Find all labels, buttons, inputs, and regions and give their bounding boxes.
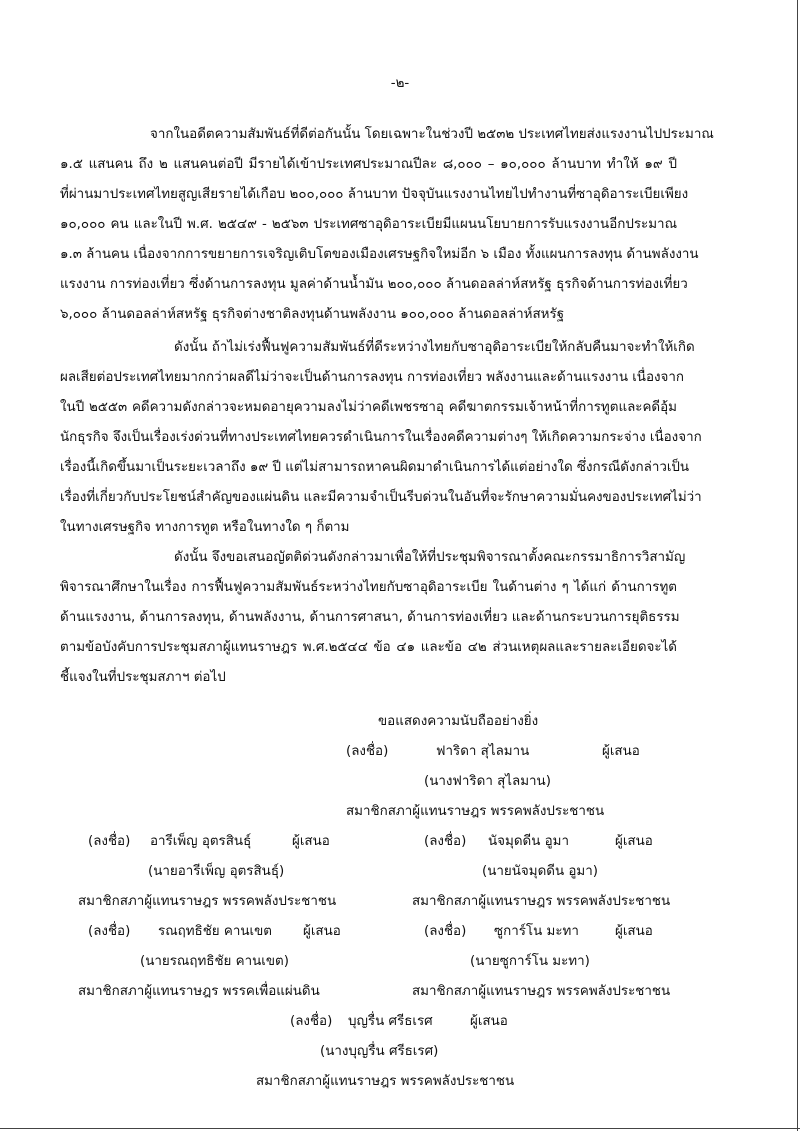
paragraph-1-line-3: ที่ผ่านมาประเทศไทยสูญเสียรายได้เกือบ ๒๐๐,๐๐๐ ล้านบาท ปัจจุบันแรงงานไทยไปทำงานที่ซาอุดิอาระเบียเพียง bbox=[60, 187, 689, 202]
signatory-1-full-name: (นางฟาริดา สุไลมาน) bbox=[424, 774, 551, 789]
signatory-4-full-name: (นายรณฤทธิชัย คานเขต) bbox=[140, 954, 289, 969]
signatory-3-name: นัจมุดดีน อูมา bbox=[488, 834, 570, 849]
page-border-bottom bbox=[0, 1128, 800, 1129]
signatory-2-title: สมาชิกสภาผู้แทนราษฎร พรรคพลังประชาชน bbox=[78, 894, 337, 909]
signatory-6-sign-label: (ลงชื่อ) bbox=[290, 1014, 333, 1029]
signatory-6-full-name: (นางบุญรื่น ศรีธเรศ) bbox=[320, 1044, 439, 1059]
signatory-1-sign-label: (ลงชื่อ) bbox=[346, 744, 389, 759]
paragraph-1-line-2: ๑.๕ แสนคน ถึง ๒ แสนคนต่อปี มีรายได้เข้าประเทศประมาณปีละ ๘,๐๐๐ – ๑๐,๐๐๐ ล้านบาท ทำให้ ๑๙ ปี bbox=[60, 157, 677, 172]
signatory-2-sign-label: (ลงชื่อ) bbox=[88, 834, 131, 849]
paragraph-2-line-4: นักธุรกิจ จึงเป็นเรื่องเร่งด่วนที่ทางประเทศไทยควรดำเนินการในเรื่องคดีความต่างๆ ให้เกิดความกระจ่าง เนื่องจาก bbox=[60, 430, 702, 445]
signatory-5-name: ซูการ์โน มะทา bbox=[494, 924, 579, 939]
signatory-1-title: สมาชิกสภาผู้แทนราษฎร พรรคพลังประชาชน bbox=[346, 804, 605, 819]
paragraph-3-line-1: ดังนั้น จึงขอเสนอญัตติด่วนดังกล่าวมาเพื่อให้ที่ประชุมพิจารณาตั้งคณะกรรมาธิการวิสามัญ bbox=[174, 550, 686, 565]
signatory-5-sign-label: (ลงชื่อ) bbox=[424, 924, 467, 939]
signatory-1-name: ฟาริดา สุไลมาน bbox=[436, 744, 530, 759]
page-number: -๒- bbox=[390, 76, 410, 91]
paragraph-2-line-7: ในทางเศรษฐกิจ ทางการทูต หรือในทางใด ๆ ก็ตาม bbox=[60, 520, 350, 535]
paragraph-2-line-6: เรื่องที่เกี่ยวกับประโยชน์สำคัญของแผ่นดิน และมีความจำเป็นรีบด่วนในอันที่จะรักษาความมั่นคงของประเทศไม่ว่า bbox=[60, 490, 702, 505]
paragraph-1-line-7: ๖,๐๐๐ ล้านดอลล่าห์สหรัฐ ธุรกิจต่างชาติลงทุนด้านพลังงาน ๑๐๐,๐๐๐ ล้านดอลล่าห์สหรัฐ bbox=[60, 307, 565, 322]
paragraph-2-line-1: ดังนั้น ถ้าไม่เร่งฟื้นฟูความสัมพันธ์ที่ดีระหว่างไทยกับซาอุดิอาระเบียให้กลับคืนมาจะทำให้เกิด bbox=[174, 340, 695, 355]
signatory-4-name: รณฤทธิชัย คานเขต bbox=[158, 924, 272, 939]
paragraph-3-line-3: ด้านแรงงาน, ด้านการลงทุน, ด้านพลังงาน, ด้านการศาสนา, ด้านการท่องเที่ยว และด้านกระบวนการยุติธรรม bbox=[60, 610, 680, 625]
signatory-4-role: ผู้เสนอ bbox=[303, 924, 341, 939]
signatory-2-name: อารีเพ็ญ อุตรสินธุ์ bbox=[150, 834, 252, 849]
signatory-3-title: สมาชิกสภาผู้แทนราษฎร พรรคพลังประชาชน bbox=[412, 894, 671, 909]
paragraph-3-line-2: พิจารณาศึกษาในเรื่อง การฟื้นฟูความสัมพันธ์ระหว่างไทยกับซาอุดิอาระเบีย ในด้านต่าง ๆ ได้แก่ ด้านการทูต bbox=[60, 580, 677, 595]
signatory-3-sign-label: (ลงชื่อ) bbox=[424, 834, 467, 849]
signatory-3-full-name: (นายนัจมุดดีน อูมา) bbox=[482, 864, 598, 879]
paragraph-1-line-4: ๑๐,๐๐๐ คน และในปี พ.ศ. ๒๕๔๙ - ๒๕๖๓ ประเทศซาอุดิอาระเบียมีแผนนโยบายการรับแรงงานอีกประมาณ bbox=[60, 217, 677, 232]
closing-line: ขอแสดงความนับถืออย่างยิ่ง bbox=[378, 714, 539, 729]
paragraph-3-line-5: ชี้แจงในที่ประชุมสภาฯ ต่อไป bbox=[60, 670, 226, 685]
paragraph-2-line-3: ในปี ๒๕๕๓ คดีความดังกล่าวจะหมดอายุความลงไม่ว่าคดีเพชรซาอุ คดีฆาตกรรมเจ้าหน้าที่การทูตและคดีอุ้ม bbox=[60, 400, 677, 415]
signatory-6-name: บุญรื่น ศรีธเรศ bbox=[348, 1014, 433, 1029]
paragraph-1-line-1: จากในอดีตความสัมพันธ์ที่ดีต่อกันนั้น โดยเฉพาะในช่วงปี ๒๕๓๒ ประเทศไทยส่งแรงงานไปประมาณ bbox=[150, 127, 714, 142]
signatory-6-title: สมาชิกสภาผู้แทนราษฎร พรรคพลังประชาชน bbox=[256, 1074, 515, 1089]
signatory-3-role: ผู้เสนอ bbox=[615, 834, 653, 849]
signatory-5-full-name: (นายซูการ์โน มะทา) bbox=[470, 954, 590, 969]
signatory-4-title: สมาชิกสภาผู้แทนราษฎร พรรคเพื่อแผ่นดิน bbox=[78, 984, 320, 999]
signatory-4-sign-label: (ลงชื่อ) bbox=[88, 924, 131, 939]
signatory-2-role: ผู้เสนอ bbox=[292, 834, 330, 849]
paragraph-1-line-5: ๑.๓ ล้านคน เนื่องจากการขยายการเจริญเติบโตของเมืองเศรษฐกิจใหม่อีก ๖ เมือง ทั้งแผนการลงทุน ด้านพลังงาน bbox=[60, 247, 699, 262]
signatory-2-full-name: (นายอารีเพ็ญ อุตรสินธุ์) bbox=[148, 864, 285, 879]
paragraph-2-line-5: เรื่องนี้เกิดขึ้นมาเป็นระยะเวลาถึง ๑๙ ปี แต่ไม่สามารถหาคนผิดมาดำเนินการได้แต่อย่างใด ซึ่งกรณีดังกล่าวเป็น bbox=[60, 460, 690, 475]
signatory-5-title: สมาชิกสภาผู้แทนราษฎร พรรคพลังประชาชน bbox=[412, 984, 671, 999]
paragraph-2-line-2: ผลเสียต่อประเทศไทยมากกว่าผลดีไม่ว่าจะเป็นด้านการลงทุน การท่องเที่ยว พลังงานและด้านแรงงาน เนื่องจาก bbox=[60, 370, 685, 385]
signatory-6-role: ผู้เสนอ bbox=[470, 1014, 508, 1029]
signatory-5-role: ผู้เสนอ bbox=[615, 924, 653, 939]
signatory-1-role: ผู้เสนอ bbox=[602, 744, 640, 759]
page-border-right bbox=[797, 0, 798, 1131]
paragraph-3-line-4: ตามข้อบังคับการประชุมสภาผู้แทนราษฎร พ.ศ.๒๕๔๔ ข้อ ๔๑ และข้อ ๔๒ ส่วนเหตุผลและรายละเอียดจะได้ bbox=[60, 640, 677, 655]
paragraph-1-line-6: แรงงาน การท่องเที่ยว ซึ่งด้านการลงทุน มูลค่าด้านน้ำมัน ๒๐๐,๐๐๐ ล้านดอลล่าห์สหรัฐ ธุรกิจด้านการท่องเที่ยว bbox=[60, 277, 688, 292]
